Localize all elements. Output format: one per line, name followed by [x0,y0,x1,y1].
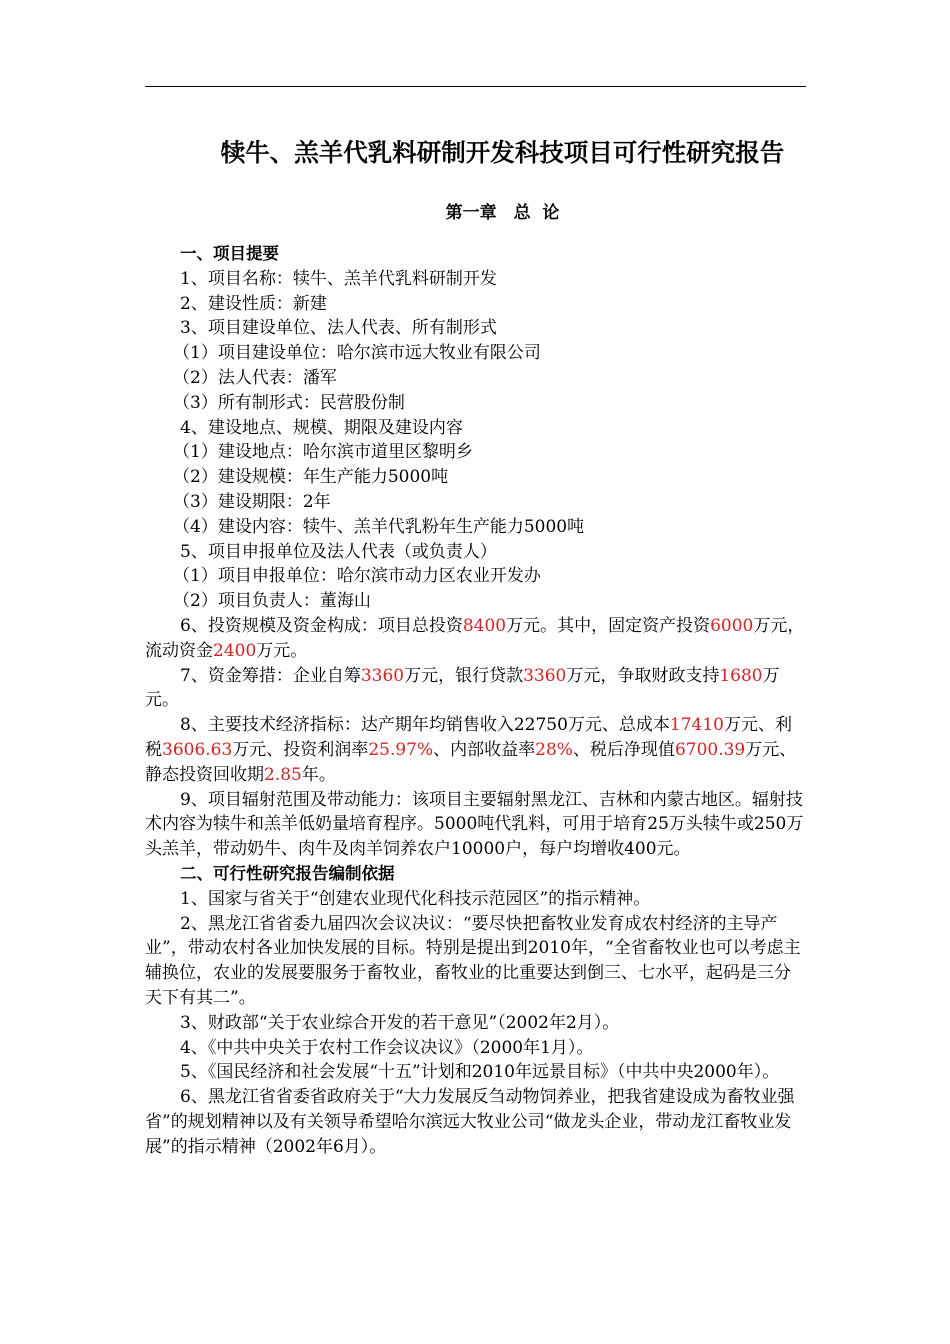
header-rule [145,86,806,87]
paragraph-radiation: 9、项目辐射范围及带动能力：该项目主要辐射黑龙江、吉林和内蒙古地区。辐射技术内容为犊牛和羔羊低奶量培育程序。5000吨代乳料，可用于培育25万头犊牛或250万头羔羊，带动奶牛、肉牛及肉羊饲养农户10000户，每户均增收400元。 [145,789,804,860]
subitem-unit: （1）项目建设单位：哈尔滨市远大牧业有限公司 [173,343,541,364]
subitem-applicant: （1）项目申报单位：哈尔滨市动力区农业开发办 [173,566,541,587]
paragraph-investment: 6、投资规模及资金构成：项目总投资8400万元。其中，固定资产投资6000万元，流动资金2400万元。 [145,615,805,661]
document-title: 犊牛、羔羊代乳料研制开发科技项目可行性研究报告 [220,138,785,167]
chapter-heading: 第一章 总 论 [445,203,560,223]
document-body [145,242,807,1159]
value-total-investment: 8400 [462,615,507,636]
item-project-name: 1、项目名称：犊牛、羔羊代乳料研制开发 [180,268,497,289]
value-government-support: 1680 [719,665,763,686]
basis-paragraph-4: 4、《中共中央关于农村工作会议决议》（2000年1月）。 [180,1037,594,1058]
value-irr: 28% [535,739,573,760]
basis-paragraph-3: 3、财政部“关于农业综合开发的若干意见”（2002年2月）。 [180,1012,620,1033]
paragraph-funding: 7、资金筹措：企业自筹3360万元，银行贷款3360万元，争取财政支持1680万元。 [145,665,780,711]
section-heading-summary: 一、项目提要 [180,244,279,263]
item-unit-header: 3、项目建设单位、法人代表、所有制形式 [180,318,497,339]
paragraph-indicators: 8、主要技术经济指标：达产期年均销售收入22750万元、总成本17410万元、利税3606.63万元、投资利润率25.97%、内部收益率28%、税后净现值6700.39万元、静态投资回收期2.85年。 [145,715,797,785]
item-applicant-header: 5、项目申报单位及法人代表（或负责人） [180,541,497,562]
value-fixed-investment: 6000 [710,615,754,636]
basis-paragraph-6: 6、黑龙江省省委省政府关于“大力发展反刍动物饲养业，把我省建设成为畜牧业强省”的规划精神以及有关领导希望哈尔滨远大牧业公司“做龙头企业，带动龙江畜牧业发展”的指示精神（2002年6月）。 [145,1087,795,1157]
item-nature: 2、建设性质：新建 [180,293,327,314]
section-heading-basis: 二、可行性研究报告编制依据 [180,863,395,883]
subitem-location: （1）建设地点：哈尔滨市道里区黎明乡 [173,442,473,463]
value-bank-loan: 3360 [523,665,567,686]
value-working-capital: 2400 [213,640,257,661]
value-profit-tax: 3606.63 [162,739,233,760]
value-roi: 25.97% [368,739,434,760]
value-self-funding: 3360 [360,665,405,686]
subitem-manager: （2）项目负责人：董海山 [173,591,371,612]
subitem-period: （3）建设期限：2年 [173,491,331,512]
subitem-ownership: （3）所有制形式：民营股份制 [173,392,405,413]
value-payback: 2.85 [264,764,302,785]
subitem-scale: （2）建设规模：年生产能力5000吨 [173,467,449,488]
basis-paragraph-1: 1、国家与省关于“创建农业现代化科技示范园区”的指示精神。 [180,888,651,909]
basis-paragraph-5: 5、《国民经济和社会发展“十五”计划和2010年远景目标》（中共中央2000年）。 [180,1062,780,1083]
basis-paragraph-2: 2、黑龙江省省委九届四次会议决议：“要尽快把畜牧业发育成农村经济的主导产业”，带动农村各业加快发展的目标。特别是提出到2010年，“全省畜牧业也可以考虑主辅换位，农业的发展要服务于畜牧业，畜牧业的比重要达到倒三、七水平，起码是三分天下有其二”。 [145,913,801,1008]
item-location-header: 4、建设地点、规模、期限及建设内容 [180,417,463,438]
subitem-legal-rep: （2）法人代表：潘军 [173,367,337,388]
subitem-content: （4）建设内容：犊牛、羔羊代乳粉年生产能力5000吨 [173,516,585,537]
value-npv: 6700.39 [674,739,746,760]
value-total-cost: 17410 [669,715,724,736]
